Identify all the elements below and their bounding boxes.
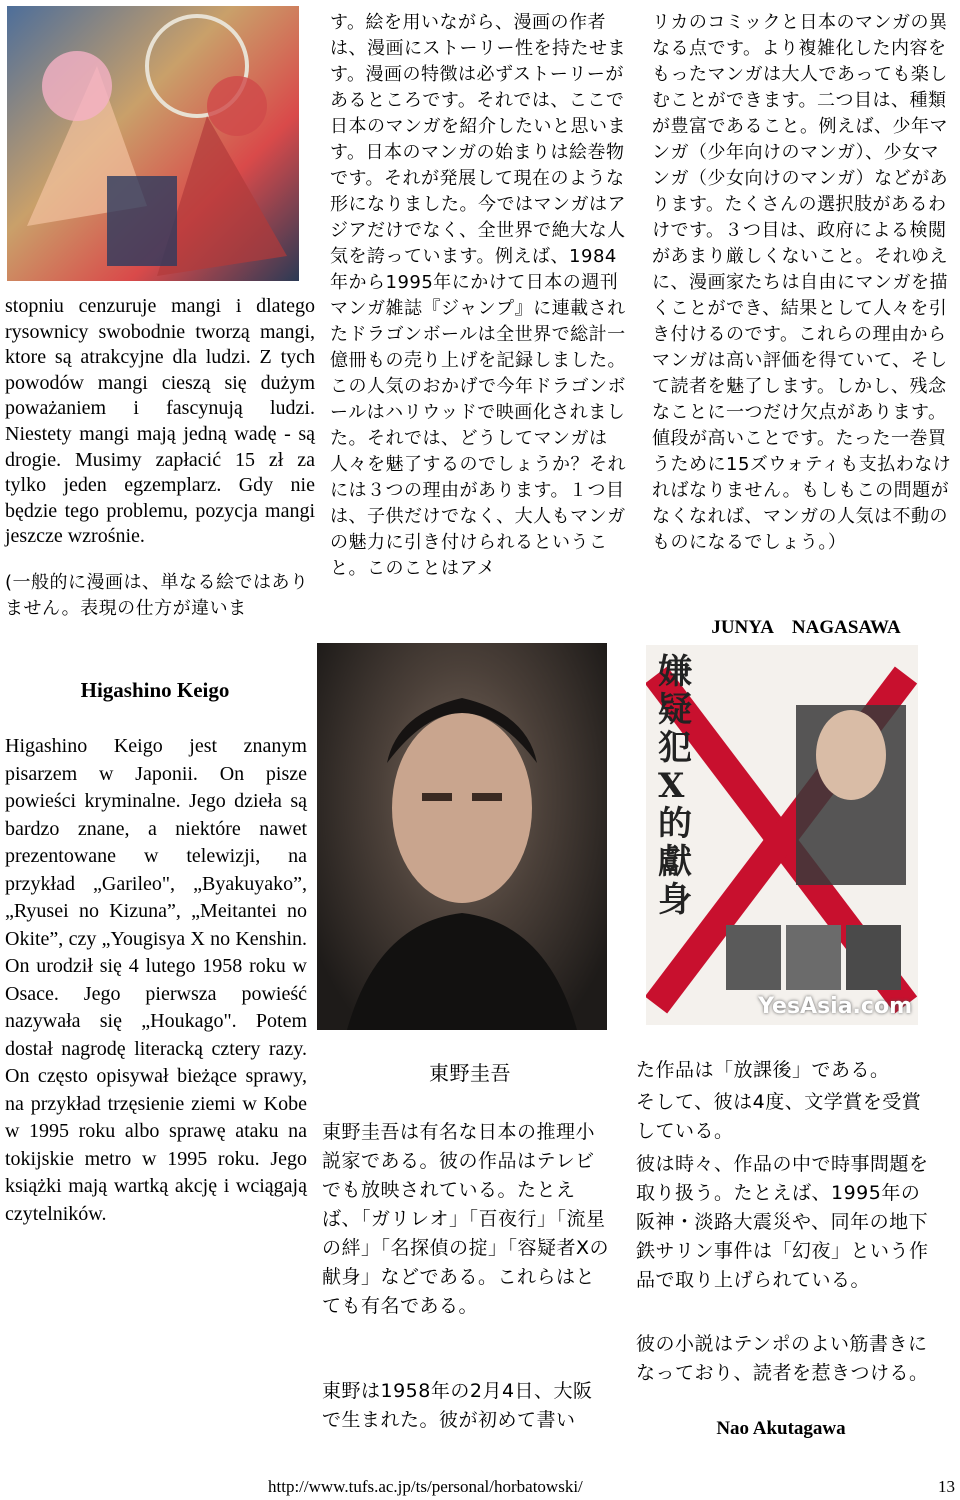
caption-higashino-japanese: 東野圭吾 — [429, 1061, 511, 1085]
author-portrait-photo — [317, 643, 607, 1030]
cover-watermark: YesAsia.com — [758, 994, 912, 1019]
higashino-japanese-col3-p2: そして、彼は4度、文学賞を受賞している。 — [636, 1091, 922, 1142]
manga-article-polish-text: stopniu cenzuruje mangi i dlatego rysownicy swobodnie tworzą mangi, ktore są atrakcyjne dla ludzi. Z tych powodów mangi cieszą się dużym poważaniem i fascynują ludzi. Niestety mangi mają jedną wadę - są drogie. Musimy zapłacić 15 zł za tylko jeden egzemplarz. Gdy nie będzie tego problemu, pozycja mangi jeszcze wzrośnie. — [5, 295, 315, 548]
higashino-japanese-col2-p2: 東野は1958年の2月4日、大阪で生まれた。彼が初めて書い — [322, 1380, 593, 1431]
higashino-japanese-col3-p3: 彼は時々、作品の中で時事問題を取り扱う。たとえば、1995年の阪神・淡路大震災や、同年の地下鉄サリン事件は「幻夜」という作品で取り上げられている。 — [636, 1153, 929, 1291]
portrait-silhouette — [317, 643, 607, 1030]
section-title-higashino-keigo: Higashino Keigo — [80, 678, 230, 702]
book-cover-image — [646, 645, 918, 1025]
page-number: 13 — [938, 1477, 955, 1496]
higashino-japanese-col2-p1: 東野圭吾は有名な日本の推理小説家である。彼の作品はテレビでも放映されている。たとえば、「ガリレオ」「百夜行」「流星の絆」「名探偵の掟」「容疑者Xの献身」などである。これらはとても有名である。 — [322, 1121, 610, 1317]
manga-illustration — [7, 6, 299, 281]
manga-article-japanese-col3: リカのコミックと日本のマンガの異なる点です。より複雑化した内容をもったマンガは大人であっても楽しむことができます。二つ目は、種類が豊富であること。例えば、少年マンガ（少年向けのマンガ）、少女マンガ（少女向けのマンガ）などがあります。たくさんの選択肢があるわけです。３つ目は、政府による検閲があまり厳しくないこと。それゆえに、漫画家たちは自由にマンガを描くことができ、結果として人々を引き付けるのです。これらの理由からマンガは高い評価を得ていて、そして読者を魅了します。しかし、残念なことに一つだけ欠点があります。値段が高いことです。たった一巻買うために15ズウォティも支払わなければなりません。もしもこの問題がなくなれば、マンガの人気は不動のものになるでしょう。） — [652, 12, 952, 553]
higashino-japanese-col3-p4: 彼の小説はテンポのよい筋書きになっており、読者を惹きつける。 — [636, 1333, 929, 1384]
manga-article-japanese-col2: す。絵を用いながら、漫画の作者は、漫画にストーリー性を持たせます。漫画の特徴は必ずストーリーがあるところです。それでは、ここで日本のマンガを紹介したいと思います。日本のマンガの始まりは絵巻物です。それが発展して現在のような形になりました。今ではマンガはアジアだけでなく、全世界で絶大な人気を誇っています。例えば、1984年から1995年にかけて日本の週刊マンガ雑誌『ジャンプ』に連載されたドラゴンボールは全世界で総計一億冊もの売り上げを記録しました。この人気のおかげで今年ドラゴンボールはハリウッドで映画化されました。それでは、どうしてマンガは人々を魅了するのでしょうか？それには３つの理由があります。１つ目は、子供だけでなく、大人もマンガの魅力に引き付けられるということ。このことはアメ — [330, 12, 626, 579]
higashino-polish-text: Higashino Keigo jest znanym pisarzem w Japonii. On pisze powieści kryminalne. Jego dzieła są bardzo znane, a niektóre nawet prezentowane w telewizji, na przykład „Garileo", „Byakuyako”, „Ryusei no Kizuna”, „Meitantei no Okite”, czy „Yougisya X no Kenshin. On urodził się 4 lutego 1958 roku w Osace. Jego pierwsza powieść nazywała się „Houkago". Potem dostał nagrodę literacką cztery razy. On często opisywał bieżące sprawy, na przykład trzęsienie ziemi w Kobe w 1995 roku albo sprawę ataku na tokijskie metro w 1995 roku. Jego książki mają wartką akcję i wciągają czytelników. — [5, 735, 307, 1225]
author-nao-akutagawa: Nao Akutagawa — [716, 1418, 846, 1439]
footer-url-link[interactable]: http://www.tufs.ac.jp/ts/personal/horbatowski/ — [268, 1477, 583, 1496]
cover-title: 嫌疑犯X的獻身 — [658, 652, 692, 920]
manga-article-japanese-intro: (一般的に漫画は、単なる絵ではありません。表現の仕方が違いま — [5, 572, 309, 619]
author-junya-nagasawa: JUNYA NAGASAWA — [711, 617, 901, 638]
higashino-japanese-col3-p1: た作品は「放課後」である。 — [636, 1059, 890, 1081]
manga-illustration-art — [7, 6, 299, 281]
